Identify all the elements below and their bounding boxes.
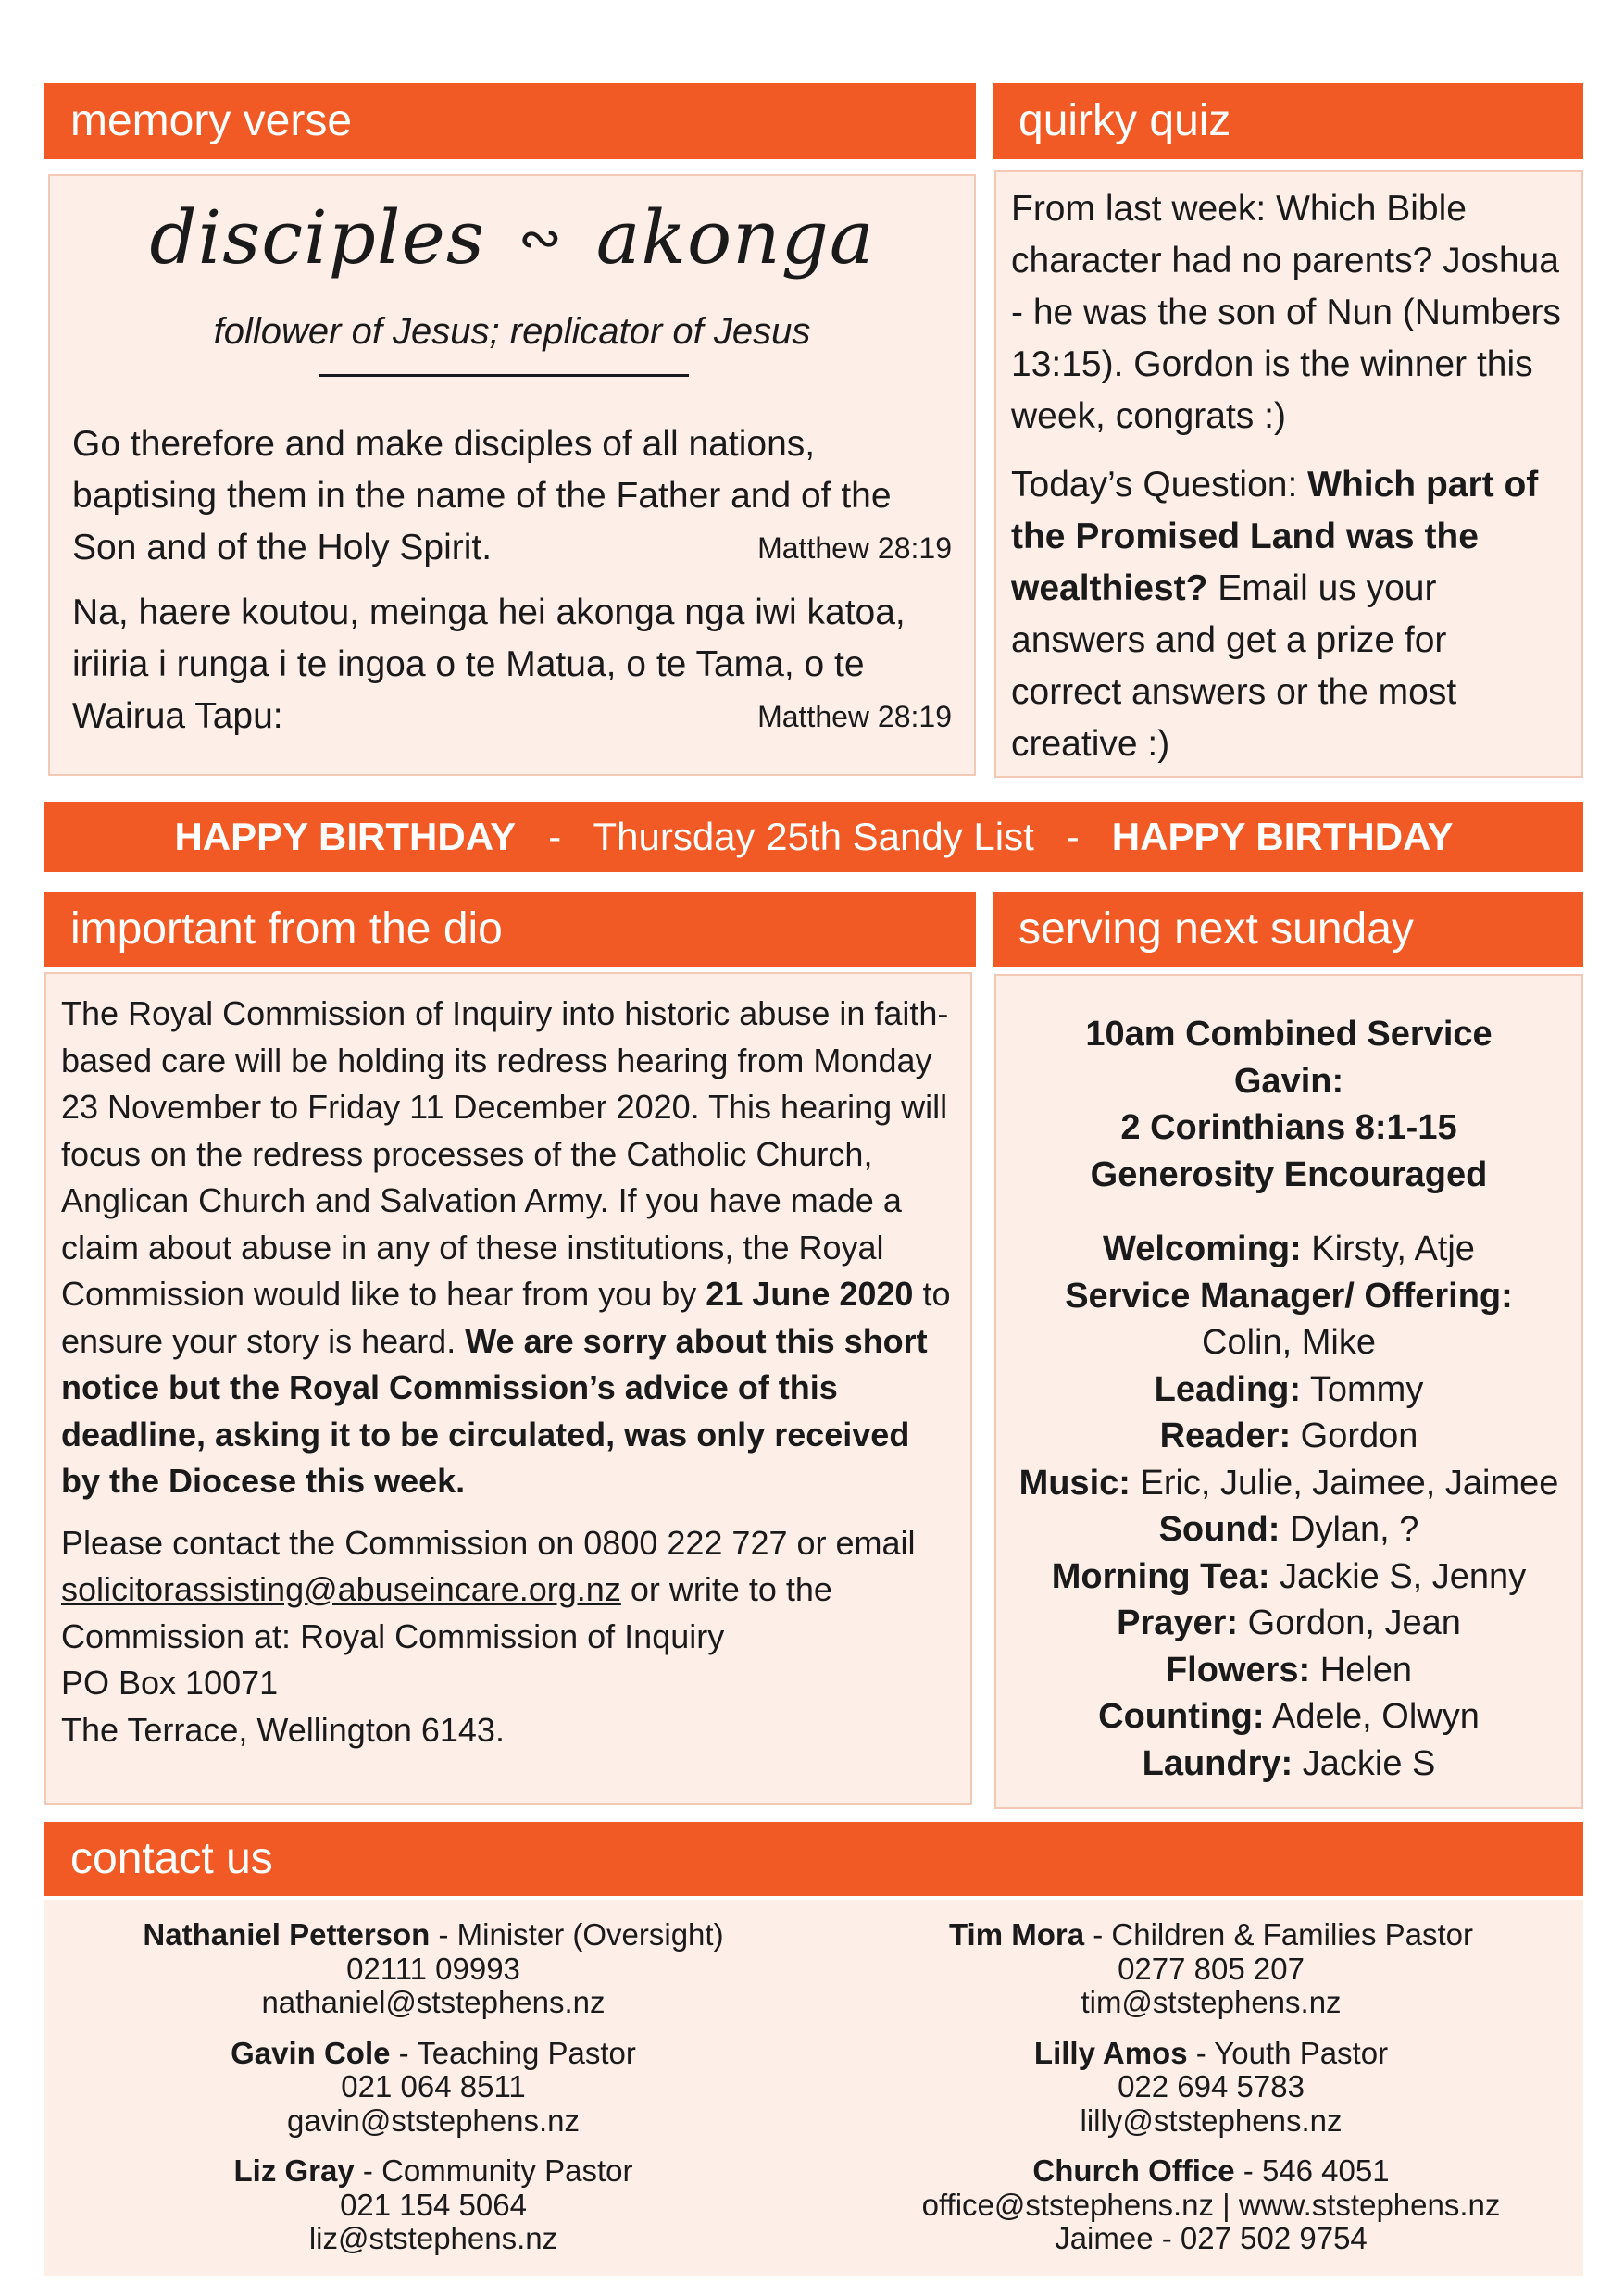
roster-people: Colin, Mike [1202, 1323, 1376, 1362]
preacher: Gavin: [1233, 1061, 1344, 1101]
roster-people: Kirsty, Atje [1311, 1229, 1475, 1268]
roster-item [996, 1693, 1581, 1741]
roster-role: Sound: [1158, 1510, 1280, 1549]
contact-card [72, 2037, 794, 2139]
roster-item [996, 1647, 1581, 1694]
office-email[interactable]: office@ststephens.nz [921, 2187, 1214, 2222]
important-apology: We are sorry about this short notice but the Royal Commission’s advice of this deadline, asking it to be circulated, was only received by the Diocese this week. [61, 1321, 928, 1500]
contact-phone: 02111 09993 [346, 1951, 520, 1986]
roster-role: Morning Tea: [1051, 1556, 1270, 1596]
quiz-today [1011, 459, 1567, 770]
roster-people: Jackie S [1302, 1743, 1436, 1783]
serving-panel [994, 974, 1583, 1809]
office-admin: Jaimee - 027 502 9754 [1055, 2221, 1368, 2255]
po-box: PO Box 10071 [61, 1664, 279, 1702]
contact-column-right [850, 1918, 1572, 2256]
contact-name: Tim Mora [948, 1917, 1085, 1952]
contact-email[interactable]: gavin@ststephens.nz [286, 2103, 580, 2138]
office-name: Church Office [1032, 2153, 1235, 2188]
roster-item [996, 1226, 1581, 1273]
verse-maori [72, 587, 952, 742]
quirky-quiz-panel [994, 170, 1583, 778]
roster-people: Dylan, ? [1290, 1510, 1419, 1549]
verse-english [72, 418, 952, 574]
roster-item [996, 1600, 1581, 1647]
contact-card [850, 1918, 1572, 2020]
contact-intro: Please contact the Commission on 0800 222 727 or email [61, 1523, 916, 1562]
important-header: important from the dio [44, 892, 976, 967]
sermon-theme: Generosity Encouraged [1090, 1154, 1488, 1194]
birthday-banner [44, 802, 1583, 872]
roster-role: Prayer: [1117, 1603, 1239, 1642]
roster-item [996, 1460, 1581, 1507]
contact-role: - Minister (Oversight) [438, 1917, 724, 1952]
important-deadline: 21 June 2020 [706, 1275, 914, 1313]
birthday-label-right: HAPPY BIRTHDAY [1111, 815, 1454, 858]
roster-people: Gordon [1300, 1416, 1418, 1455]
memory-verse-header: memory verse [44, 83, 976, 159]
contact-email[interactable]: liz@ststephens.nz [308, 2221, 558, 2255]
contact-name: Lilly Amos [1033, 2035, 1188, 2070]
roster-people: Eric, Julie, Jaimee, Jaimee [1140, 1463, 1559, 1503]
birthday-label-left: HAPPY BIRTHDAY [174, 815, 517, 858]
quirky-quiz-header: quirky quiz [993, 83, 1583, 159]
important-paragraph-1 [61, 991, 956, 1505]
contact-phone: 022 694 5783 [1118, 2069, 1305, 2103]
contact-phone: 021 064 8511 [341, 2069, 526, 2103]
roster-people: Gordon, Jean [1247, 1603, 1461, 1642]
church-office-card [850, 2154, 1572, 2256]
birthday-detail: Thursday 25th Sandy List [593, 815, 1034, 858]
roster-people: Jackie S, Jenny [1280, 1556, 1527, 1596]
contact-role: - Youth Pastor [1195, 2035, 1389, 2070]
birthday-separator-1: - [548, 815, 562, 858]
office-website[interactable]: www.ststephens.nz [1238, 2187, 1501, 2222]
contact-email[interactable]: tim@ststephens.nz [1081, 1985, 1342, 2019]
serving-header: serving next sunday [993, 892, 1583, 967]
word-english: disciples [149, 194, 485, 281]
contact-address: or write to the Commission at: Royal Commission of Inquiry [61, 1570, 832, 1655]
roster-role: Music: [1018, 1463, 1131, 1503]
office-divider: | [1222, 2187, 1230, 2222]
contact-card [72, 1918, 794, 2020]
important-paragraph-2 [61, 1520, 956, 1754]
city: The Terrace, Wellington 6143. [61, 1710, 505, 1749]
quiz-question-outro: Email us your answers and get a prize for correct answers or the most creative :) [1011, 568, 1457, 764]
roster-role: Laundry: [1142, 1743, 1293, 1783]
verse-english-reference: Matthew 28:19 [757, 531, 952, 565]
important-panel [44, 972, 972, 1805]
contact-panel [44, 1900, 1583, 2276]
roster-people: Tommy [1309, 1369, 1424, 1409]
office-phone: - 546 4051 [1243, 2153, 1390, 2188]
verse-english-text: Go therefore and make disciples of all nations, baptising them in the name of the Father and of the Son and of the Holy Spirit. [72, 424, 892, 568]
verse-maori-text: Na, haere koutou, meinga hei akonga nga iwi katoa, iriiria i runga i te ingoa o te Matua, o te Tama, o te Wairua Tapu: [72, 593, 906, 736]
quiz-question-intro: Today’s Question: [1011, 465, 1298, 505]
important-text-after: to ensure your story is heard. [61, 1275, 951, 1360]
swirl-ornament-icon: ∾ [518, 208, 563, 268]
roster-people: Helen [1319, 1650, 1413, 1690]
roster-role: Reader: [1159, 1416, 1292, 1455]
quiz-last-week: From last week: Which Bible character had no parents? Joshua - he was the son of Nun (Numbers 13:15). Gordon is the winner this week, congrats :) [1011, 189, 1561, 436]
contact-phone: 021 154 5064 [340, 2187, 527, 2222]
contact-name: Gavin Cole [231, 2035, 391, 2070]
contact-name: Nathaniel Petterson [143, 1917, 431, 1952]
passage: 2 Corinthians 8:1-15 [1120, 1108, 1457, 1147]
contact-role: - Children & Families Pastor [1093, 1917, 1474, 1952]
memory-verse-panel [48, 174, 976, 776]
contact-email[interactable]: nathaniel@ststephens.nz [261, 1985, 606, 2019]
roster-role: Flowers: [1165, 1650, 1311, 1690]
contact-email[interactable]: lilly@ststephens.nz [1080, 2103, 1343, 2138]
roster-item [996, 1554, 1581, 1601]
service-time: 10am Combined Service [1085, 1015, 1493, 1054]
roster-role: Counting: [1098, 1697, 1265, 1736]
contact-role: - Community Pastor [362, 2153, 633, 2188]
contact-card [72, 2154, 794, 2256]
commission-email-link[interactable]: solicitorassisting@abuseincare.org.nz [61, 1570, 621, 1608]
roster-item [996, 1741, 1581, 1788]
roster-item [996, 1366, 1581, 1414]
verse-maori-reference: Matthew 28:19 [757, 700, 952, 733]
quiz-question: Which part of the Promised Land was the wealthiest? [1011, 465, 1539, 608]
contact-phone: 0277 805 207 [1118, 1951, 1305, 1986]
roster-item [996, 1273, 1581, 1366]
birthday-separator-2: - [1066, 815, 1080, 858]
contact-card [850, 2037, 1572, 2139]
contact-header: contact us [44, 1822, 1583, 1896]
word-maori: akonga [595, 194, 875, 281]
memory-verse-heading [50, 194, 974, 281]
roster-people: Adele, Olwyn [1271, 1697, 1480, 1736]
word-definition: follower of Jesus; replicator of Jesus [213, 311, 811, 352]
roster-role: Service Manager/ Offering: [1065, 1276, 1513, 1316]
roster-list [996, 1226, 1581, 1787]
roster-item [996, 1413, 1581, 1460]
roster-role: Welcoming: [1103, 1229, 1302, 1268]
roster-role: Leading: [1154, 1369, 1301, 1409]
contact-name: Liz Gray [233, 2153, 355, 2188]
contact-role: - Teaching Pastor [398, 2035, 636, 2070]
roster-item [996, 1506, 1581, 1554]
contact-column-left [72, 1918, 794, 2256]
important-text: The Royal Commission of Inquiry into historic abuse in faith-based care will be holding its redress hearing from Monday 23 November to Friday 11 December 2020. This hearing will focus on the redress processes of the Catholic Church, Anglican Church and Salvation Army. If you have made a claim about abuse in any of these institutions, the Royal Commission would like to hear from you by [61, 994, 949, 1313]
divider [319, 374, 689, 377]
